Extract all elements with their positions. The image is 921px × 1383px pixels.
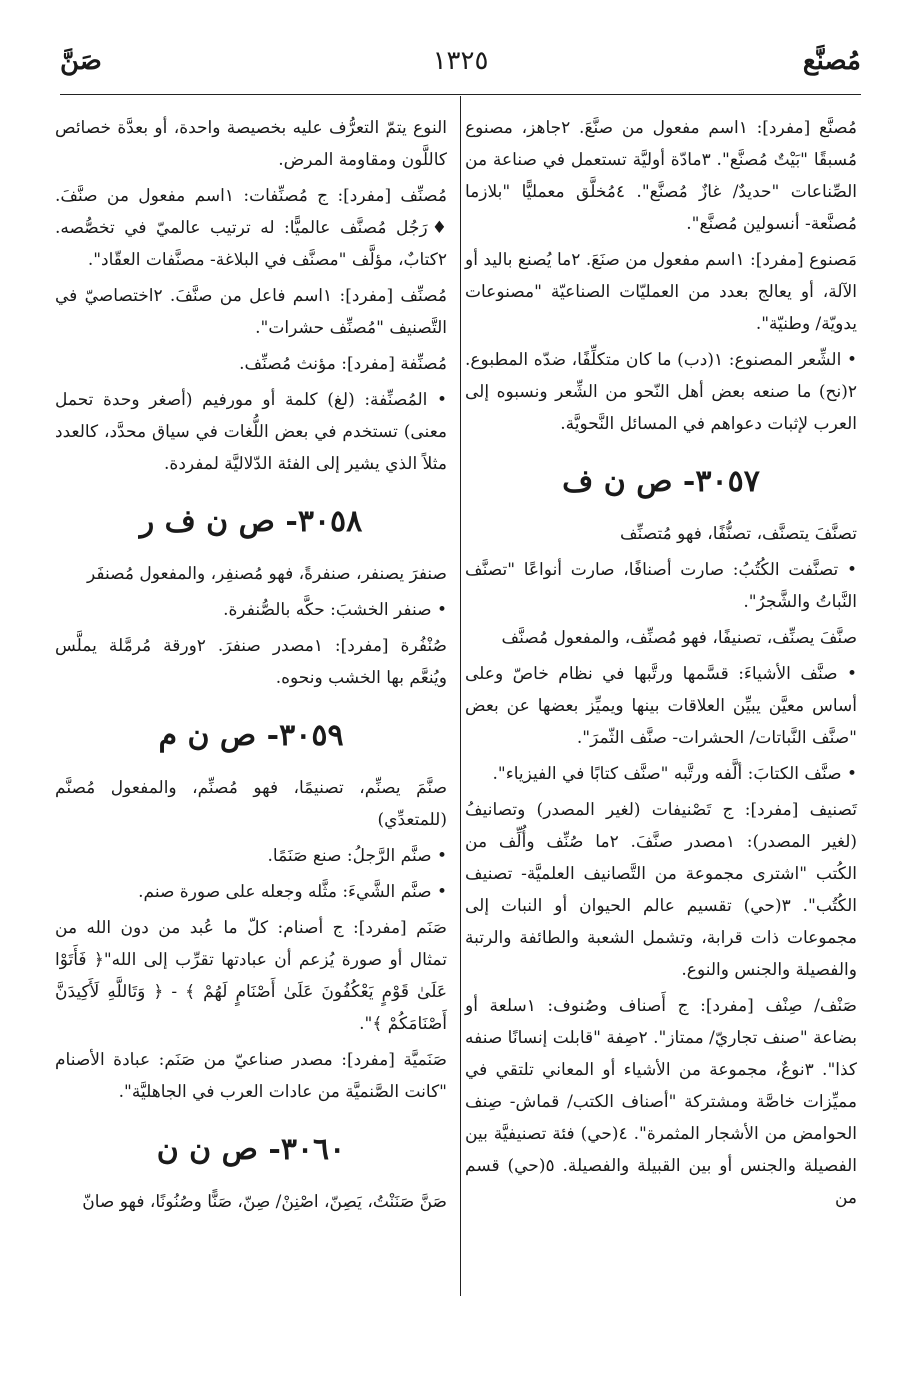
dictionary-entry: صَنْف/ صِنْف [مفرد]: ج أَصناف وصُنوف: ١سلعة أو بضاعة "صنف تجاريّ/ ممتاز". ٢صِفة "قابلت إنسانًا صنفه كذا". ٣نوعٌ، مجموعة من الأشياء أو المعاني تلتقي في مميِّزات خاصَّة ومشتركة "أصناف الكتب/ قماش- صِنف الحوامض من الأشجار المثمرة". ٤(حي) فئة تصنيفيَّة بين الفصيلة والجنس أو بين القبيلة والفصيلة. ٥(حي) قسم من (465, 996, 858, 1208)
dictionary-entry: صنَّمَ يصنِّم، تصنيمًا، فهو مُصنِّم، والمفعول مُصنَّم (للمتعدِّي) (55, 778, 447, 830)
dictionary-entry: تصنَّفَ يتصنَّف، تصنُّفًا، فهو مُتصنِّف (620, 524, 857, 544)
dictionary-entry: • تصنَّفت الكُتُبُ: صارت أصنافًا، صارت أنواعًا "تصنَّف النَّباتُ والشَّجرُ". (465, 560, 857, 612)
root-heading: ٣٠٥٧- ص ن ف (562, 464, 760, 499)
dictionary-entry: مَصنوع [مفرد]: ١اسم مفعول من صنَعَ. ٢ما يُصنع باليد أو الآلة، أو يعالج بعدد من العمليّات الصناعيّة "مصنوعات يدويّة/ وطنيّة". (465, 250, 857, 334)
dictionary-entry: • المُصنِّفة: (لغ) كلمة أو مورفيم (أصغر وحدة تحمل معنى) تستخدم في بعض اللُّغات في سياق محدَّد، كالعدد مثلاً الذي يشير إلى الفئة الدّلاليَّة لمفردة. (55, 390, 447, 474)
dictionary-entry: النوع يتمّ التعرُّف عليه بخصيصة واحدة، أو بعدَّة خصائص كاللَّون ومقاومة المرض. (55, 118, 447, 170)
dictionary-entry: • صنَّم الشَّيءَ: مثَّله وجعله على صورة صنم. (138, 882, 447, 902)
page-number: ١٣٢٥ (432, 46, 489, 76)
dictionary-entry: مُصنِّف [مفرد]: ١اسم فاعل من صنَّفَ. ٢اختصاصيّ في التَّصنيف "مُصنِّف حشرات". (55, 286, 447, 338)
running-head-last-word: صَنَّ (60, 46, 102, 76)
running-head-first-word: مُصنَّع (802, 46, 861, 76)
root-heading: ٣٠٦٠- ص ن ن (156, 1132, 346, 1167)
dictionary-entry: صُنْفُرة [مفرد]: ١مصدر صنفرَ. ٢ورقة مُرمَّلة يملَّس ويُنعَّم بها الخشب ونحوه. (55, 636, 447, 688)
dictionary-entry: مُصنَّع [مفرد]: ١اسم مفعول من صنَّعَ. ٢جاهز، مصنوع مُسبقًا "بَيْتٌ مُصنَّع". ٣مادّة أوليَّة تستعمل في صناعة من الصِّناعات "حديدٌ/ غازٌ مُصنَّع". ٤مُخلَّق معمليًّا "بلازما مُصنَّعة- أنسولين مُصنَّع". (465, 118, 858, 234)
dictionary-entry: • الشِّعر المصنوع: ١(دب) ما كان متكلِّفًا، ضدّه المطبوع. ٢(نح) ما صنعه بعض أهل النّحو من الشِّعر ونسبوه إلى العرب لإثبات دعواهم في المسائل النَّحويَّة. (465, 350, 857, 434)
dictionary-entry: مُصنِّف [مفرد]: ج مُصنِّفات: ١اسم مفعول من صنَّفَ. ♦رَجُل مُصنَّف عالميًّا: له ترتيب عالميّ في تخصُّصه. ٢كتابٌ، مؤلَّف "مصنَّف في البلاغة- مصنَّفات العقّاد". (55, 186, 447, 270)
dictionary-entry: • صنَّف الكتابَ: ألَّفه ورتَّبه "صنَّف كتابًا في الفيزياء". (492, 764, 857, 784)
left-column (55, 112, 447, 1222)
right-column (465, 112, 857, 1218)
dictionary-entry: تَصنيف [مفرد]: ج تَصْنيفات (لغير المصدر) وتصانيفُ (لغير المصدر): ١مصدر صنَّفَ. ٢ما صُنِّف وأُلِّف من الكُتب "اشترى مجموعة من التَّصانيف العلميَّة- تصنيف الكُتُب". ٣(حي) تقسيم عالم الحيوان أو النبات إلى مجموعات ذات قرابة، وتشمل الشعبة والطائفة والرتبة والفصيلة والجنس والنوع. (465, 800, 858, 980)
dictionary-entry: • صنَّم الرَّجلُ: صنع صَنَمًا. (267, 846, 447, 866)
root-heading: ٣٠٥٩- ص ن م (158, 718, 344, 753)
dictionary-entry: صَنَّ صَنَنْتُ، يَصِنّ، اصْنِنْ/ صِنّ، صَنًّا وصُنُونًا، فهو صانّ (82, 1192, 447, 1212)
dictionary-entry: • صنفر الخشبَ: حكَّه بالصُّنفرة. (223, 600, 447, 620)
header-rule (60, 94, 861, 95)
dictionary-entry: صنَّفَ يصنِّف، تصنيفًا، فهو مُصنِّف، والمفعول مُصنَّف (501, 628, 857, 648)
dictionary-entry: صنفرَ يصنفر، صنفرةً، فهو مُصنفِر، والمفعول مُصنفَر (87, 564, 447, 584)
page-header (60, 46, 861, 86)
dictionary-entry: مُصنِّفة [مفرد]: مؤنث مُصنِّف. (239, 354, 447, 374)
root-heading: ٣٠٥٨- ص ن ف ر (139, 504, 363, 539)
dictionary-entry: • صنَّف الأشياءَ: قسَّمها ورتَّبها في نظام خاصّ وعلى أساس معيَّن يبيِّن العلاقات بينها ويميِّز بعضها عن بعض "صنَّف النَّباتات/ الحشرات- صنَّف الثّمرَ". (465, 664, 857, 748)
column-separator (460, 96, 461, 1296)
dictionary-entry: صَنَم [مفرد]: ج أصنام: كلّ ما عُبد من دون الله من تمثال أو صورة يُزعم أن عبادتها تقرِّب إلى الله"﴿ فَأَتَوْا عَلَىٰ قَوْمٍ يَعْكُفُونَ عَلَىٰ أَصْنَامٍ لَهُمْ ﴾ - ﴿ وَتَاللَّهِ لَأَكِيدَنَّ أَصْنَامَكُمْ ﴾". (55, 918, 447, 1034)
dictionary-entry: صَنَميَّة [مفرد]: مصدر صناعيّ من صَنَم: عبادة الأصنام "كانت الصَّنميَّة من عادات العرب في الجاهليَّة". (55, 1050, 447, 1102)
